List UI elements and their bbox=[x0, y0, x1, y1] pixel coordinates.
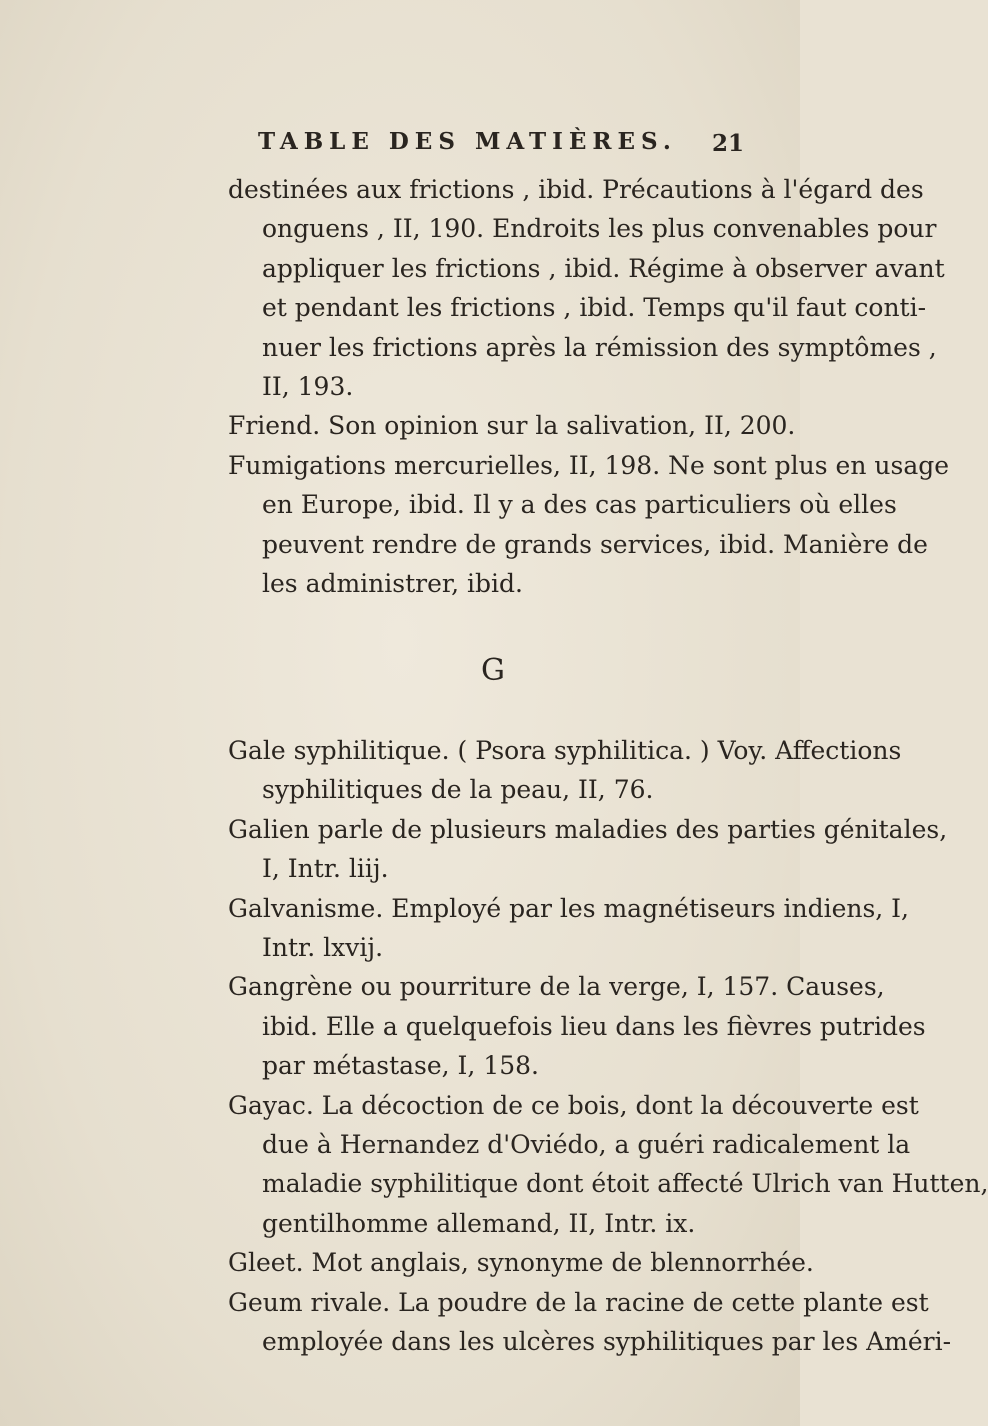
entry-line: ibid. Elle a quelquefois lieu dans les fièvres putrides bbox=[262, 1011, 926, 1041]
entry-line: Gleet. Mot anglais, synonyme de blennorrhée. bbox=[228, 1248, 814, 1278]
entry-line: I, Intr. liij. bbox=[262, 854, 389, 884]
entry-line: Gayac. La décoction de ce bois, dont la découverte est bbox=[228, 1090, 919, 1120]
entry-line: II, 193. bbox=[262, 372, 354, 402]
index-entry bbox=[228, 889, 910, 968]
page-number: 21 bbox=[712, 130, 745, 157]
entry-line: Fumigations mercurielles, II, 198. Ne sont plus en usage bbox=[228, 450, 950, 480]
entry-line: et pendant les frictions , ibid. Temps qu'il faut conti- bbox=[262, 293, 927, 323]
entry-line: gentilhomme allemand, II, Intr. ix. bbox=[262, 1208, 696, 1238]
entry-line: Intr. lxvij. bbox=[262, 932, 384, 962]
entry-line: Geum rivale. La poudre de la racine de cette plante est bbox=[228, 1287, 929, 1317]
index-entry bbox=[228, 170, 945, 406]
entry-line: onguens , II, 190. Endroits les plus convenables pour bbox=[262, 214, 937, 244]
index-entry bbox=[228, 1283, 952, 1362]
entry-line: maladie syphilitique dont étoit affecté Ulrich van Hutten, bbox=[262, 1169, 988, 1199]
entry-line: en Europe, ibid. Il y a des cas particuliers où elles bbox=[262, 490, 897, 520]
entry-line: Friend. Son opinion sur la salivation, II, 200. bbox=[228, 411, 796, 441]
entries-before-g bbox=[228, 170, 950, 603]
entry-line: par métastase, I, 158. bbox=[262, 1051, 539, 1081]
index-entry bbox=[228, 1243, 814, 1282]
running-title: TABLE DES MATIÈRES. bbox=[258, 128, 677, 155]
index-entry bbox=[228, 731, 902, 810]
page-header bbox=[0, 128, 800, 168]
entry-line: destinées aux frictions , ibid. Précautions à l'égard des bbox=[228, 175, 924, 204]
entry-line: peuvent rendre de grands services, ibid. Manière de bbox=[262, 529, 928, 559]
index-entry bbox=[228, 446, 950, 604]
entry-line: nuer les frictions après la rémission des symptômes , bbox=[262, 332, 937, 362]
entry-line: appliquer les frictions , ibid. Régime à observer avant bbox=[262, 253, 945, 283]
index-entry bbox=[228, 967, 926, 1085]
index-text bbox=[228, 170, 988, 1361]
entry-line: les administrer, ibid. bbox=[262, 569, 523, 599]
entries-after-g bbox=[228, 731, 988, 1362]
entry-line: Galien parle de plusieurs maladies des parties génitales, bbox=[228, 814, 948, 844]
index-entry bbox=[228, 1086, 988, 1244]
entry-line: syphilitiques de la peau, II, 76. bbox=[262, 775, 654, 805]
section-letter-heading: G bbox=[481, 653, 505, 689]
entry-line: Gale syphilitique. ( Psora syphilitica. ) Voy. Affections bbox=[228, 735, 902, 765]
index-entry bbox=[228, 810, 948, 889]
entry-line: employée dans les ulcères syphilitiques par les Améri- bbox=[262, 1326, 952, 1356]
entry-line: Gangrène ou pourriture de la verge, I, 157. Causes, bbox=[228, 972, 885, 1002]
entry-line: due à Hernandez d'Oviédo, a guéri radicalement la bbox=[262, 1129, 911, 1159]
entry-line: Galvanisme. Employé par les magnétiseurs indiens, I, bbox=[228, 893, 910, 923]
index-entry bbox=[228, 406, 796, 445]
